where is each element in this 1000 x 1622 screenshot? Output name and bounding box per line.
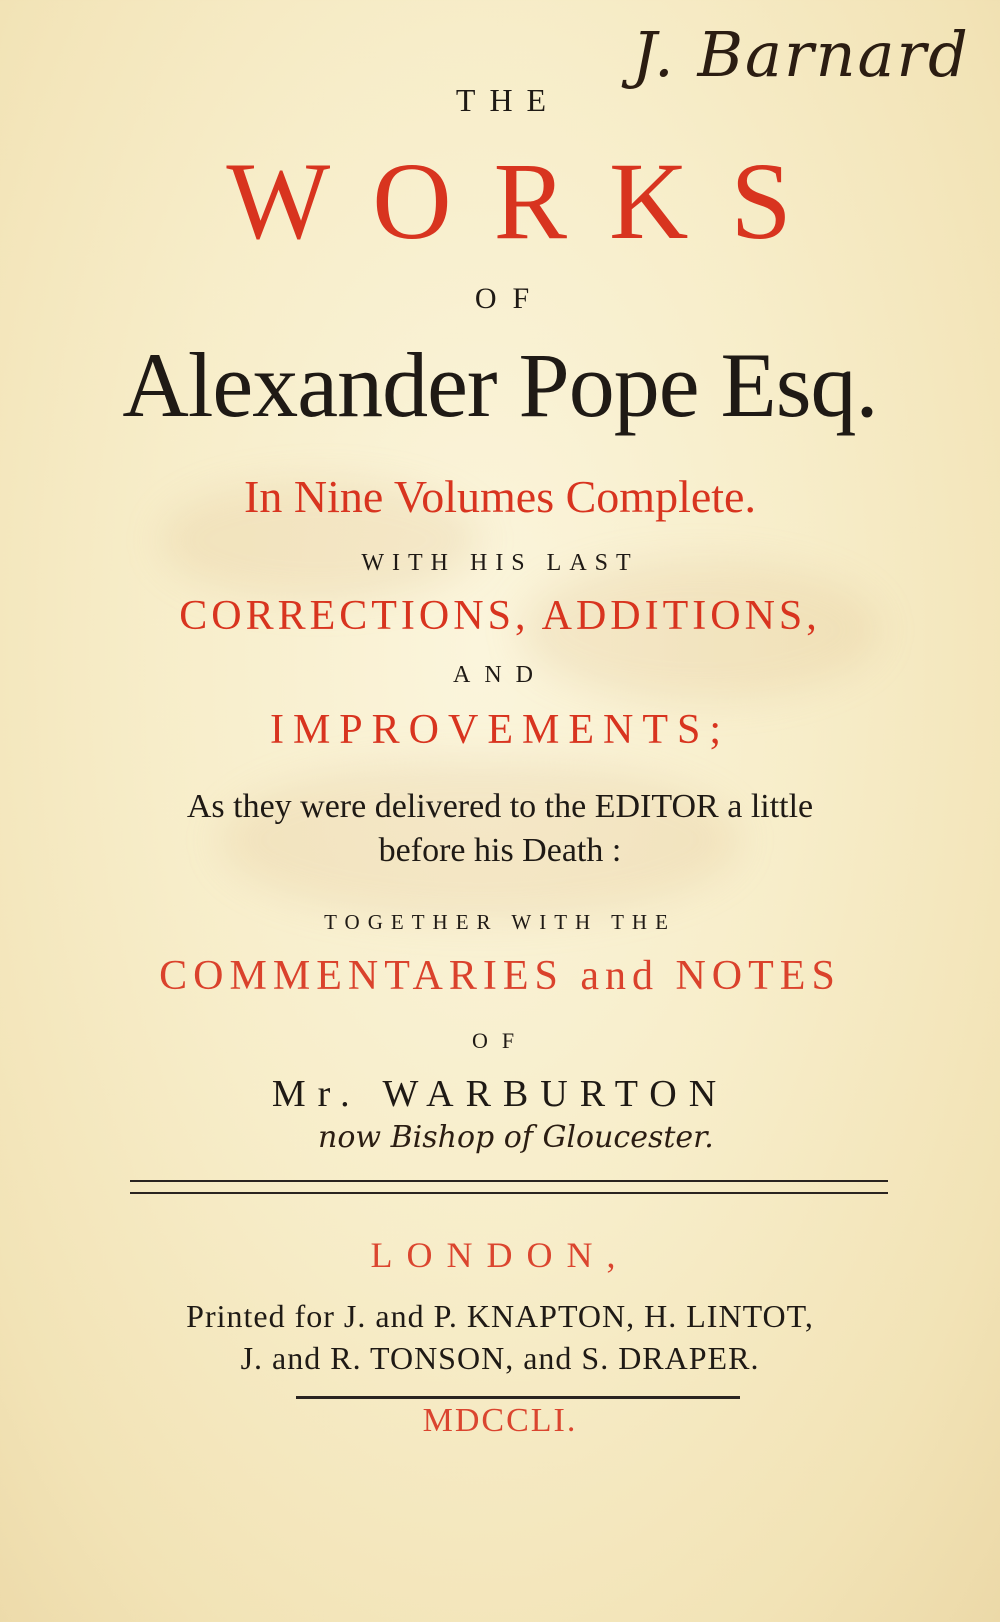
title-of: OF — [474, 282, 546, 315]
volumes-line: In Nine Volumes Complete. — [244, 471, 756, 522]
owner-signature: J. Barnard — [632, 18, 970, 91]
divider-rule-bottom — [130, 1192, 888, 1194]
year-line: MDCCLI. — [422, 1402, 578, 1439]
printer-line-1: Printed for J. and P. KNAPTON, H. LINTOT, — [186, 1298, 814, 1334]
corrections-line: CORRECTIONS, ADDITIONS, — [179, 593, 821, 639]
author-name: Alexander Pope Esq. — [122, 334, 878, 436]
of-line-2: OF — [471, 1028, 529, 1053]
delivered-line-1: As they were delivered to the EDITOR a little — [186, 788, 814, 825]
improvements-line: IMPROVEMENTS; — [269, 707, 731, 753]
title-the: THE — [455, 82, 561, 118]
and-line: AND — [453, 662, 547, 688]
year-rule — [296, 1396, 740, 1399]
commentaries-line: COMMENTARIES and NOTES — [159, 953, 841, 999]
title-works: WORKS — [226, 140, 834, 262]
city-line: LONDON, — [370, 1235, 630, 1275]
warburton-line: Mr. WARBURTON — [271, 1073, 729, 1115]
divider-rule-top — [130, 1180, 888, 1182]
handwritten-annotation: now Bishop of Gloucester. — [318, 1120, 714, 1155]
with-his-last: WITH HIS LAST — [361, 550, 639, 576]
delivered-line-2: before his Death : — [378, 832, 622, 869]
printer-line-2: J. and R. TONSON, and S. DRAPER. — [240, 1340, 760, 1376]
together-line: TOGETHER WITH THE — [324, 910, 676, 934]
